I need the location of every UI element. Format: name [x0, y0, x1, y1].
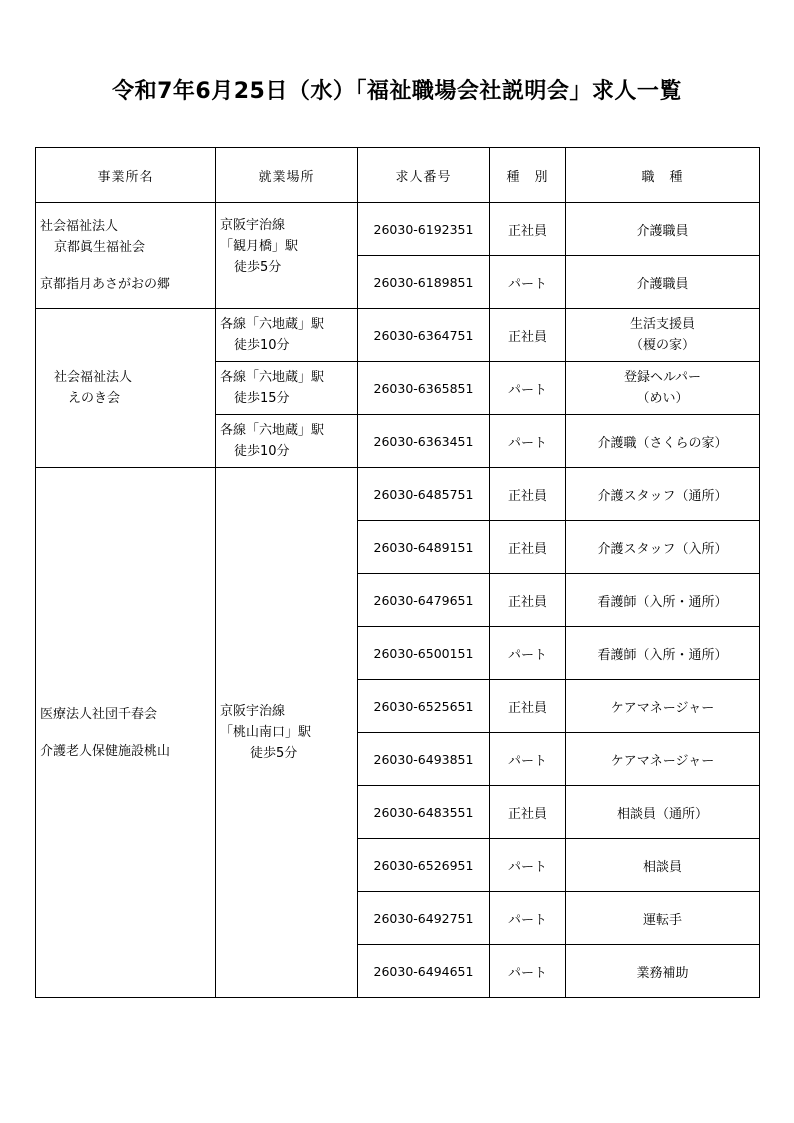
- occupation: ケアマネージャー: [566, 733, 760, 786]
- company-cell: [36, 468, 216, 998]
- occupation-line: 生活支援員: [629, 317, 695, 332]
- location-cell: [216, 468, 358, 998]
- location-line: 「桃山南口」駅: [220, 725, 312, 740]
- location-line: 徒歩15分: [234, 391, 290, 406]
- job-type: 正社員: [490, 574, 566, 627]
- job-number: 26030-6192351: [358, 203, 490, 256]
- occupation: 業務補助: [566, 945, 760, 998]
- job-number: 26030-6493851: [358, 733, 490, 786]
- job-number: 26030-6479651: [358, 574, 490, 627]
- location-line: 徒歩10分: [234, 338, 290, 353]
- table-row: [36, 203, 760, 256]
- company-cell: [36, 309, 216, 468]
- company-name: 社会福祉法人: [40, 219, 119, 234]
- location-cell: [216, 309, 358, 362]
- occupation: 看護師（入所・通所）: [566, 574, 760, 627]
- job-number: 26030-6364751: [358, 309, 490, 362]
- table-header-row: [36, 148, 760, 203]
- header-location: 就業場所: [216, 148, 358, 203]
- job-type: 正社員: [490, 203, 566, 256]
- occupation: 相談員: [566, 839, 760, 892]
- occupation: [566, 362, 760, 415]
- job-number: 26030-6489151: [358, 521, 490, 574]
- location-cell: [216, 415, 358, 468]
- job-type: パート: [490, 627, 566, 680]
- job-type: パート: [490, 892, 566, 945]
- job-number: 26030-6526951: [358, 839, 490, 892]
- job-type: 正社員: [490, 786, 566, 839]
- location-line: 「観月橋」駅: [220, 239, 299, 254]
- job-type: パート: [490, 415, 566, 468]
- location-line: 各線「六地蔵」駅: [220, 370, 325, 385]
- job-number: 26030-6494651: [358, 945, 490, 998]
- company-name: 介護老人保健施設桃山: [40, 743, 171, 759]
- header-company: 事業所名: [36, 148, 216, 203]
- header-job-number: 求人番号: [358, 148, 490, 203]
- company-cell: [36, 203, 216, 309]
- company-name: えのき会: [68, 391, 121, 406]
- job-number: 26030-6189851: [358, 256, 490, 309]
- job-number: 26030-6483551: [358, 786, 490, 839]
- company-name: 社会福祉法人: [54, 370, 133, 385]
- job-number: 26030-6500151: [358, 627, 490, 680]
- job-number: 26030-6525651: [358, 680, 490, 733]
- location-line: 各線「六地蔵」駅: [220, 317, 325, 332]
- occupation-line: （榎の家）: [629, 338, 695, 353]
- location-cell: [216, 203, 358, 309]
- occupation: [566, 309, 760, 362]
- job-type: パート: [490, 256, 566, 309]
- job-type: 正社員: [490, 309, 566, 362]
- occupation: 介護職員: [566, 256, 760, 309]
- job-type: パート: [490, 733, 566, 786]
- occupation: 介護職（さくらの家）: [566, 415, 760, 468]
- header-occupation: 職 種: [566, 148, 760, 203]
- occupation: 介護スタッフ（入所）: [566, 521, 760, 574]
- job-number: 26030-6365851: [358, 362, 490, 415]
- location-cell: [216, 362, 358, 415]
- job-number: 26030-6492751: [358, 892, 490, 945]
- occupation: 相談員（通所）: [566, 786, 760, 839]
- occupation: 運転手: [566, 892, 760, 945]
- table-row: [36, 309, 760, 362]
- page-title: 令和7年6月25日（水）「福祉職場会社説明会」求人一覧: [112, 79, 682, 104]
- table-row: [36, 468, 760, 521]
- job-type: 正社員: [490, 680, 566, 733]
- job-type: パート: [490, 362, 566, 415]
- job-number: 26030-6485751: [358, 468, 490, 521]
- location-line: 京阪宇治線: [220, 218, 286, 233]
- job-type: 正社員: [490, 468, 566, 521]
- occupation: 介護職員: [566, 203, 760, 256]
- job-number: 26030-6363451: [358, 415, 490, 468]
- occupation: 看護師（入所・通所）: [566, 627, 760, 680]
- job-listing-table: [35, 147, 760, 998]
- location-line: 徒歩10分: [234, 444, 290, 459]
- location-line: 徒歩5分: [250, 746, 298, 761]
- job-type: パート: [490, 839, 566, 892]
- location-line: 京阪宇治線: [220, 704, 286, 719]
- occupation-line: 登録ヘルパー: [623, 370, 702, 385]
- location-line: 徒歩5分: [234, 260, 282, 275]
- company-name: 医療法人社団千春会: [40, 706, 158, 722]
- occupation: 介護スタッフ（通所）: [566, 468, 760, 521]
- header-type: 種 別: [490, 148, 566, 203]
- occupation: ケアマネージャー: [566, 680, 760, 733]
- company-name: 京都指月あさがおの郷: [40, 277, 171, 292]
- occupation-line: （めい）: [636, 391, 689, 406]
- location-line: 各線「六地蔵」駅: [220, 423, 325, 438]
- job-type: パート: [490, 945, 566, 998]
- company-name: 京都眞生福祉会: [54, 240, 146, 255]
- job-type: 正社員: [490, 521, 566, 574]
